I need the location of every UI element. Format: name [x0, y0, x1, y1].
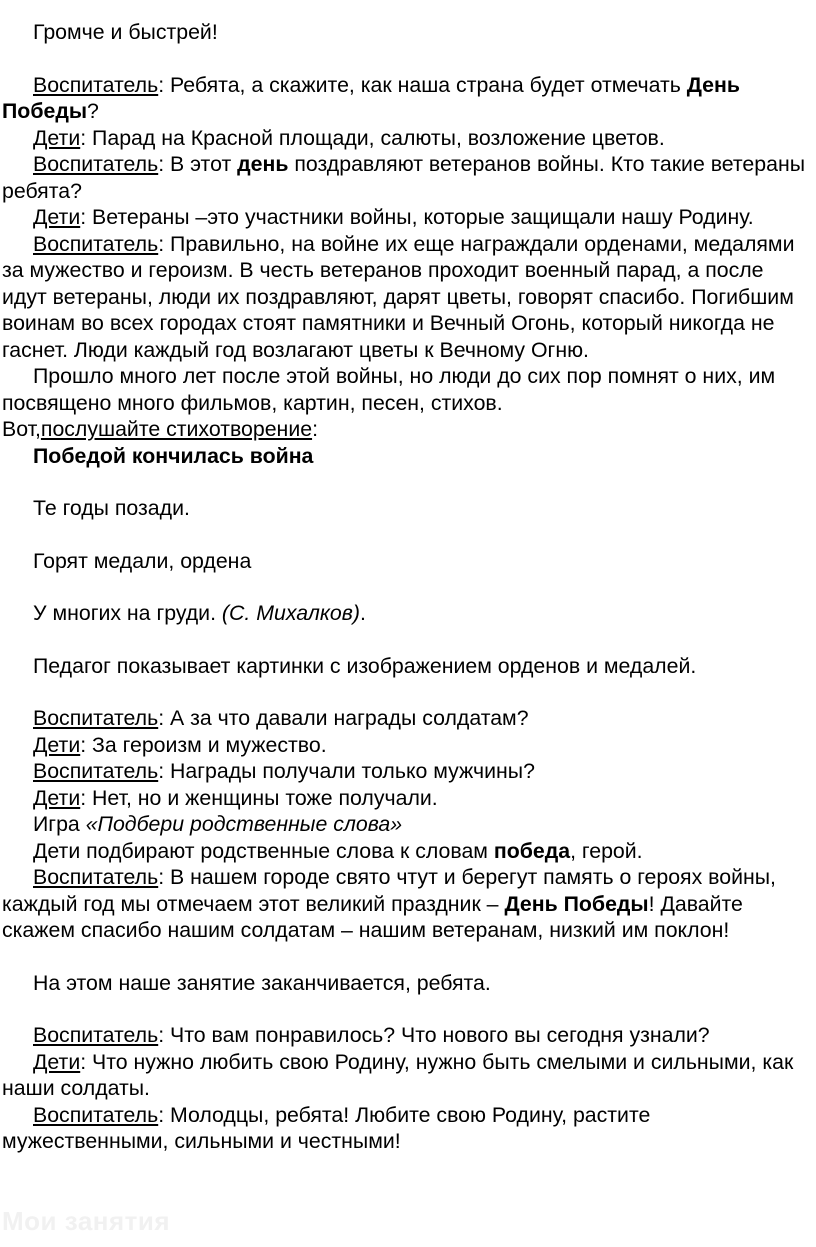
- dialog-line: Воспитатель: А за что давали награды солдатам?: [33, 706, 529, 730]
- lesson-end: На этом наше занятие заканчивается, ребята.: [33, 970, 491, 995]
- speaker-children: Дети: [33, 732, 81, 757]
- dialog-line: Дети: За героизм и мужество.: [33, 732, 327, 757]
- game-line: Игра «Подбери родственные слова»: [33, 812, 403, 836]
- speaker-teacher: Воспитатель: [33, 72, 159, 97]
- day-of-victory: День Победы: [504, 891, 649, 916]
- intro-line: Громче и быстрей!: [33, 20, 218, 44]
- poem-line: Горят медали, ордена: [33, 548, 252, 573]
- day-of-victory: День Победы: [2, 72, 740, 123]
- speaker-teacher: Воспитатель: [33, 152, 159, 176]
- poem-title: Победой кончилась война: [33, 443, 314, 468]
- dialog-line: Воспитатель: Молодцы, ребята! Любите свою Родину, растите мужественными, сильными и честными!: [2, 1102, 651, 1153]
- word-victory: победа: [493, 838, 571, 863]
- speaker-teacher: Воспитатель: [33, 706, 159, 730]
- watermark: Мои занятия: [2, 1206, 171, 1236]
- poem-line: У многих на груди. (С. Михалков).: [33, 601, 366, 625]
- speaker-teacher: Воспитатель: [33, 759, 159, 783]
- memory-paragraph: Прошло много лет после этой войны, но люди до сих пор помнят о них, им посвящено много фильмов, картин, песен, стихов.: [2, 364, 776, 415]
- dialog-line: Воспитатель: Правильно, на войне их еще награждали орденами, медалями за мужество и героизм. В честь ветеранов проходит военный парад, а после идут ветераны, люди их поздравляют, дарят цветы, говорят спасибо. Погибшим воинам во всех городах стоят памятники и Вечный Огонь, который никогда не гаснет. Люди каждый год возлагают цветы к Вечному Огню.: [2, 231, 795, 362]
- speaker-children: Дети: [33, 785, 81, 810]
- day-word: день: [237, 152, 289, 176]
- poem-author: (С. Михалков): [221, 601, 360, 625]
- listen-link: послушайте стихотворение: [40, 417, 313, 441]
- dialog-line: Воспитатель: Ребята, а скажите, как наша страна будет отмечать День Победы?: [2, 72, 740, 123]
- dialog-line: Дети: Парад на Красной площади, салюты, возложение цветов.: [33, 125, 665, 150]
- pictures-line: Педагог показывает картинки с изображением орденов и медалей.: [33, 653, 697, 678]
- dialog-line: Дети: Ветераны –это участники войны, которые защищали нашу Родину.: [33, 205, 754, 229]
- dialog-line: Дети: Что нужно любить свою Родину, нужно быть смелыми и сильными, как наши солдаты.: [2, 1049, 794, 1100]
- dialog-line: Воспитатель: В этот день поздравляют ветеранов войны. Кто такие ветераны ребята?: [2, 152, 806, 203]
- speaker-teacher: Воспитатель: [33, 865, 159, 889]
- words-line: Дети подбирают родственные слова к словам победа, герой.: [33, 838, 643, 863]
- poem-line: Те годы позади.: [33, 496, 190, 520]
- dialog-line: Воспитатель: Награды получали только мужчины?: [33, 759, 535, 783]
- speaker-teacher: Воспитатель: [33, 231, 159, 256]
- speaker-children: Дети: [33, 1049, 81, 1074]
- speaker-teacher: Воспитатель: [33, 1102, 159, 1127]
- game-title: «Подбери родственные слова»: [85, 812, 403, 836]
- dialog-line: Воспитатель: В нашем городе свято чтут и берегут память о героях войны, каждый год мы отмечаем этот великий праздник – День Победы! Давайте скажем спасибо нашим солдатам – нашим ветеранам, низкий им поклон!: [2, 865, 776, 942]
- dialog-line: Дети: Нет, но и женщины тоже получали.: [33, 785, 438, 810]
- speaker-children: Дети: [33, 125, 81, 150]
- dialog-line: Воспитатель: Что вам понравилось? Что нового вы сегодня узнали?: [33, 1023, 710, 1047]
- listen-line: Вот,послушайте стихотворение:: [2, 417, 318, 441]
- speaker-children: Дети: [33, 205, 81, 229]
- speaker-teacher: Воспитатель: [33, 1023, 159, 1047]
